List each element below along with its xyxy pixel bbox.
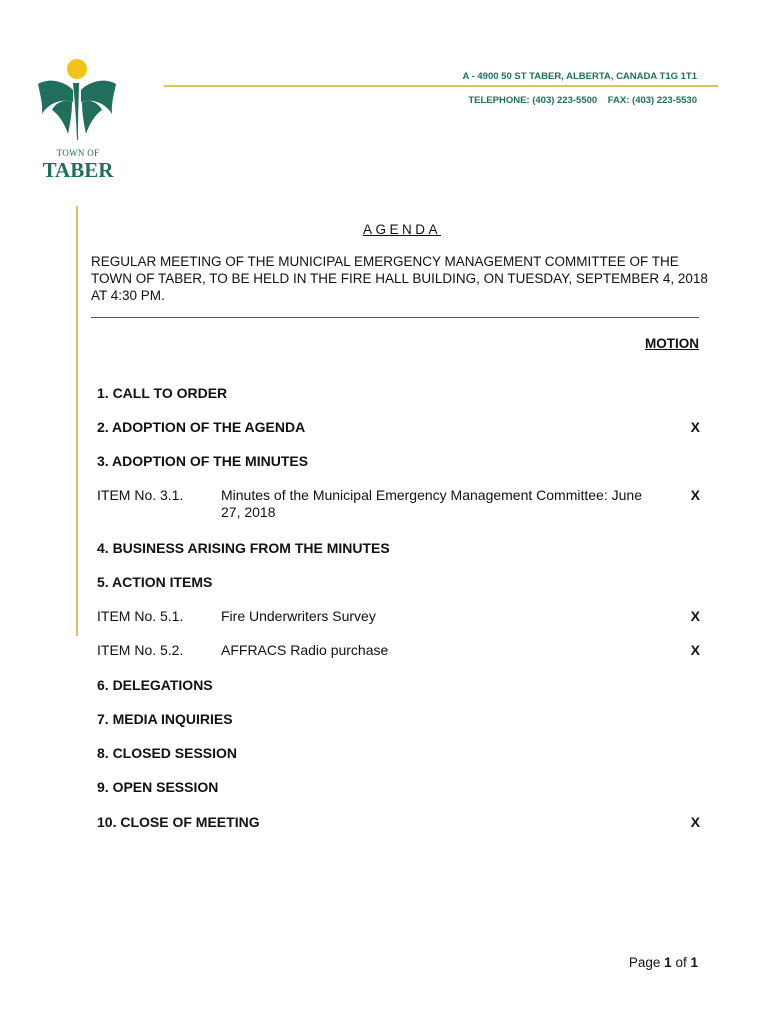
agenda-item-description: AFFRACS Radio purchase xyxy=(221,642,389,658)
agenda-item-description: Fire Underwriters Survey xyxy=(221,608,376,624)
motion-mark: X xyxy=(690,642,700,658)
motion-mark: X xyxy=(690,814,700,830)
header-divider xyxy=(164,85,718,87)
agenda-heading-text: 1. CALL TO ORDER xyxy=(97,385,228,401)
agenda-heading-text: 7. MEDIA INQUIRIES xyxy=(97,711,233,727)
logo-taber: TABER xyxy=(42,158,114,182)
agenda-item-number: ITEM No. 5.1. xyxy=(97,608,184,624)
agenda-heading xyxy=(97,574,700,590)
header-address: A - 4900 50 ST TABER, ALBERTA, CANADA T1G 1T1 xyxy=(462,71,697,82)
agenda-heading xyxy=(97,814,700,830)
agenda-heading-text: 8. CLOSED SESSION xyxy=(97,745,238,761)
page-of-label: of xyxy=(675,955,687,970)
section-divider xyxy=(91,317,699,318)
agenda-heading-text: 6. DELEGATIONS xyxy=(97,677,213,693)
agenda-heading xyxy=(97,745,700,761)
agenda-heading xyxy=(97,385,700,401)
page-current: 1 xyxy=(664,955,672,970)
agenda-heading-text: 3. ADOPTION OF THE MINUTES xyxy=(97,453,309,469)
header-contact xyxy=(468,95,697,106)
agenda-heading xyxy=(97,540,700,556)
agenda-heading xyxy=(97,779,700,795)
agenda-heading-text: 4. BUSINESS ARISING FROM THE MINUTES xyxy=(97,540,390,556)
motion-mark: X xyxy=(690,419,700,435)
agenda-heading xyxy=(97,419,700,435)
page-title: AGENDA xyxy=(362,222,441,237)
agenda-item-description: Minutes of the Municipal Emergency Management Committee: June 27, 2018 xyxy=(221,487,642,520)
agenda-heading-text: 9. OPEN SESSION xyxy=(97,779,219,795)
header-fax: FAX: (403) 223-5530 xyxy=(607,95,697,106)
motion-mark: X xyxy=(690,608,700,624)
agenda-heading-text: 2. ADOPTION OF THE AGENDA xyxy=(97,419,306,435)
agenda-heading-text: 10. CLOSE OF MEETING xyxy=(97,814,260,830)
logo-town-of: TOWN OF xyxy=(56,148,100,158)
meeting-description: REGULAR MEETING OF THE MUNICIPAL EMERGENCY MANAGEMENT COMMITTEE OF THE TOWN OF TABER, TO BE HELD IN THE FIRE HALL BUILDING, ON TUESDAY, SEPTEMBER 4, 2018 AT 4:30 PM. xyxy=(91,254,708,303)
agenda-item-number: ITEM No. 5.2. xyxy=(97,642,184,658)
agenda-heading-text: 5. ACTION ITEMS xyxy=(97,574,213,590)
motion-column-header: MOTION xyxy=(645,336,699,351)
page-number xyxy=(629,955,698,970)
agenda-item-number: ITEM No. 3.1. xyxy=(97,487,184,503)
margin-accent-bar xyxy=(76,206,78,636)
town-logo xyxy=(30,52,126,182)
motion-mark: X xyxy=(690,487,700,503)
agenda-heading xyxy=(97,711,700,727)
leaf-sun-logo-icon xyxy=(30,52,126,148)
header-phone: TELEPHONE: (403) 223-5500 xyxy=(468,95,598,106)
page-label: Page xyxy=(628,955,661,970)
agenda-heading xyxy=(97,453,700,469)
agenda-heading xyxy=(97,677,700,693)
page-total: 1 xyxy=(690,955,698,970)
